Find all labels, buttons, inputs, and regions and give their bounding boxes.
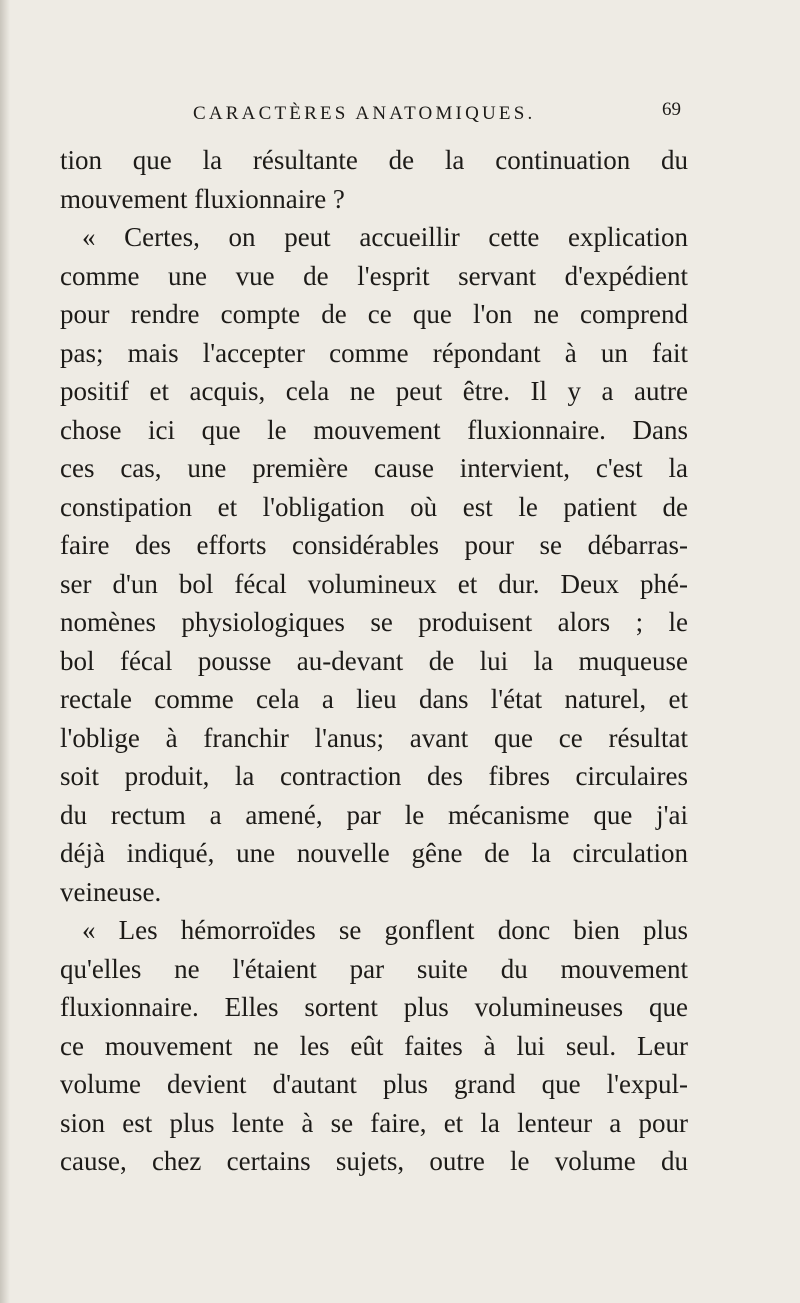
text-line: tion que la résultante de la continuation du [60, 145, 688, 175]
text-line: comme une vue de l'esprit servant d'expédient [60, 260, 688, 291]
text-line: « Certes, on peut accueillir cette explication [82, 222, 688, 252]
running-title: CARACTÈRES ANATOMIQUES. [193, 103, 536, 124]
text-line: sion est plus lente à se faire, et la lenteur a pour [60, 1107, 688, 1138]
text-line: constipation et l'obligation où est le patient de [60, 491, 688, 522]
text-line: volume devient d'autant plus grand que l'expul- [60, 1069, 688, 1099]
text-line: pas; mais l'accepter comme répondant à un fait [60, 337, 688, 368]
text-line: ce mouvement ne les eût faites à lui seul. Leur [60, 1030, 688, 1061]
text-line: faire des efforts considérables pour se débarras- [60, 530, 688, 560]
text-line: rectale comme cela a lieu dans l'état naturel, et [60, 684, 688, 714]
text-line: du rectum a amené, par le mécanisme que j'ai [60, 799, 688, 830]
text-line: cause, chez certains sujets, outre le volume du [60, 1146, 688, 1176]
text-line: ces cas, une première cause intervient, c'est la [60, 453, 688, 483]
text-line: chose ici que le mouvement fluxionnaire. Dans [60, 414, 688, 445]
body-text [60, 141, 688, 1181]
text-line: l'oblige à franchir l'anus; avant que ce résultat [60, 722, 688, 753]
text-line: nomènes physiologiques se produisent alors ; le [60, 607, 688, 637]
text-line: ser d'un bol fécal volumineux et dur. Deux phé- [60, 568, 688, 599]
page-edge-shadow [0, 0, 10, 1303]
text-line: bol fécal pousse au-devant de lui la muqueuse [60, 645, 688, 676]
text-line: fluxionnaire. Elles sortent plus volumineuses que [60, 992, 688, 1022]
text-line: pour rendre compte de ce que l'on ne comprend [60, 299, 688, 329]
text-line: qu'elles ne l'étaient par suite du mouvement [60, 953, 688, 984]
running-header [0, 99, 800, 129]
text-line: veineuse. [60, 876, 162, 907]
text-line: mouvement fluxionnaire ? [60, 183, 345, 214]
text-line: déjà indiqué, une nouvelle gêne de la circulation [60, 838, 688, 868]
text-line: positif et acquis, cela ne peut être. Il y a autre [60, 376, 688, 406]
page-number: 69 [662, 99, 681, 120]
text-line: soit produit, la contraction des fibres circulaires [60, 761, 688, 791]
text-line: « Les hémorroïdes se gonflent donc bien plus [82, 915, 688, 945]
